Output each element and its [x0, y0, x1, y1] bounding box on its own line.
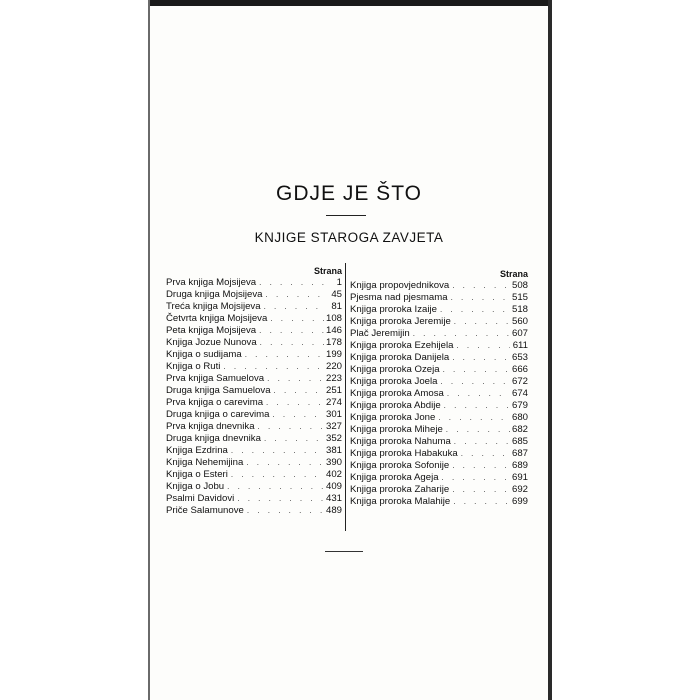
- toc-entry-page: 381: [325, 445, 342, 456]
- toc-entry-title: Treća knjiga Mojsijeva: [166, 301, 261, 312]
- dot-leader: [261, 301, 324, 313]
- toc-entry-page: 251: [325, 385, 342, 396]
- toc-entry-page: 692: [511, 484, 528, 495]
- toc-entry-title: Knjiga o sudijama: [166, 349, 242, 360]
- dot-leader: [437, 304, 510, 316]
- toc-entry-page: 679: [511, 400, 528, 411]
- toc-entry-page: 680: [511, 412, 528, 423]
- toc-entry-page: 409: [325, 481, 342, 492]
- dot-leader: [458, 448, 510, 460]
- toc-entry-page: 402: [325, 469, 342, 480]
- toc-entry: [350, 436, 528, 448]
- toc-entry: [166, 301, 342, 313]
- dot-leader: [269, 409, 324, 421]
- right-column-header: Strana: [499, 269, 528, 279]
- toc-entry-title: Knjiga proroka Joela: [350, 376, 438, 387]
- toc-entry-page: 489: [325, 505, 342, 516]
- toc-entry: [350, 460, 528, 472]
- toc-entry-title: Knjiga proroka Jone: [350, 412, 436, 423]
- dot-leader: [448, 292, 510, 304]
- toc-entry: [166, 277, 342, 289]
- toc-entry-page: 199: [325, 349, 342, 360]
- toc-left-column: [166, 265, 342, 517]
- dot-leader: [234, 493, 324, 505]
- dot-leader: [444, 388, 510, 400]
- toc-entry-page: 689: [511, 460, 528, 471]
- toc-entry: [166, 505, 342, 517]
- dot-leader: [449, 280, 510, 292]
- toc-entry-page: 515: [511, 292, 528, 303]
- dot-leader: [256, 277, 324, 289]
- left-column-header: Strana: [313, 266, 342, 276]
- book-page: [150, 6, 548, 700]
- toc-entry-title: Knjiga proroka Sofonije: [350, 460, 450, 471]
- dot-leader: [437, 376, 510, 388]
- dot-leader: [449, 460, 510, 472]
- toc-entry: [350, 364, 528, 376]
- toc-entry: [166, 361, 342, 373]
- dot-leader: [439, 472, 510, 484]
- toc-entry-title: Psalmi Davidovi: [166, 493, 235, 504]
- toc-entry: [350, 316, 528, 328]
- toc-entry: [166, 457, 342, 469]
- toc-entry-page: 108: [325, 313, 342, 324]
- toc-entry-title: Četvrta knjiga Mojsijeva: [166, 313, 268, 324]
- dot-leader: [242, 349, 324, 361]
- toc-entry-page: 674: [511, 388, 528, 399]
- toc-entry-title: Knjiga o Jobu: [166, 481, 225, 492]
- dot-leader: [244, 505, 324, 517]
- dot-leader: [263, 397, 324, 409]
- dot-leader: [224, 481, 324, 493]
- dot-leader: [257, 337, 324, 349]
- toc-entry-title: Prva knjiga o carevima: [166, 397, 264, 408]
- toc-entry: [350, 304, 528, 316]
- toc-entry-title: Knjiga Jozue Nunova: [166, 337, 257, 348]
- toc-entry: [350, 280, 528, 292]
- dot-leader: [410, 328, 510, 340]
- toc-entry-page: 682: [511, 424, 528, 435]
- toc-entry-title: Knjiga proroka Zaharije: [350, 484, 450, 495]
- page-title: GDJE JE ŠTO: [276, 182, 422, 205]
- dot-leader: [243, 457, 324, 469]
- dot-leader: [449, 352, 510, 364]
- toc-entry-title: Knjiga proroka Danijela: [350, 352, 450, 363]
- toc-entry-title: Knjiga proroka Abdije: [350, 400, 441, 411]
- toc-entry-page: 45: [331, 289, 342, 300]
- toc-entry: [166, 445, 342, 457]
- toc-entry-title: Knjiga Nehemijina: [166, 457, 244, 468]
- toc-entry-title: Knjiga proroka Habakuka: [350, 448, 458, 459]
- toc-entry-title: Knjiga proroka Amosa: [350, 388, 444, 399]
- toc-entry-title: Knjiga proroka Nahuma: [350, 436, 451, 447]
- toc-entry-page: 220: [325, 361, 342, 372]
- toc-right-column: [350, 268, 528, 508]
- toc-entry: [350, 340, 528, 352]
- dot-leader: [435, 412, 510, 424]
- dot-leader: [441, 400, 510, 412]
- column-divider: [345, 263, 346, 531]
- toc-entry: [350, 412, 528, 424]
- toc-entry-page: 607: [511, 328, 528, 339]
- toc-entry: [166, 313, 342, 325]
- toc-entry: [166, 337, 342, 349]
- dot-leader: [263, 289, 324, 301]
- toc-entry-title: Knjiga o Ruti: [166, 361, 221, 372]
- dot-leader: [264, 373, 324, 385]
- dot-leader: [228, 469, 324, 481]
- toc-entry: [350, 484, 528, 496]
- toc-entry-page: 390: [325, 457, 342, 468]
- toc-entry: [166, 493, 342, 505]
- toc-entry-page: 699: [511, 496, 528, 507]
- toc-entry-page: 518: [511, 304, 528, 315]
- dot-leader: [228, 445, 324, 457]
- toc-entry-title: Prva knjiga dnevnika: [166, 421, 255, 432]
- toc-entry-page: 508: [511, 280, 528, 291]
- title-rule: [326, 215, 366, 216]
- toc-entry: [166, 433, 342, 445]
- dot-leader: [451, 316, 510, 328]
- toc-entry-page: 685: [511, 436, 528, 447]
- dot-leader: [256, 325, 324, 337]
- toc-entry: [350, 472, 528, 484]
- toc-entry-page: 81: [331, 301, 342, 312]
- toc-entry: [166, 469, 342, 481]
- toc-entry-page: 146: [325, 325, 342, 336]
- toc-entry: [350, 400, 528, 412]
- dot-leader: [261, 433, 324, 445]
- toc-entry-title: Prva knjiga Mojsijeva: [166, 277, 257, 288]
- dot-leader: [267, 313, 324, 325]
- toc-entry: [166, 373, 342, 385]
- toc-entry: [166, 397, 342, 409]
- toc-entry-title: Knjiga proroka Ozeja: [350, 364, 440, 375]
- toc-entry-title: Knjiga propovjednikova: [350, 280, 450, 291]
- toc-entry: [350, 424, 528, 436]
- toc-entry-page: 327: [325, 421, 342, 432]
- right-entry-list: [350, 280, 528, 508]
- dot-leader: [451, 436, 510, 448]
- dot-leader: [440, 364, 510, 376]
- toc-entry-page: 431: [325, 493, 342, 504]
- dot-leader: [453, 340, 510, 352]
- toc-entry-page: 611: [512, 340, 528, 351]
- toc-entry-title: Priče Salamunove: [166, 505, 244, 516]
- toc-entry: [166, 325, 342, 337]
- dot-leader: [443, 424, 510, 436]
- left-entry-list: [166, 277, 342, 517]
- toc-entry-title: Druga knjiga dnevnika: [166, 433, 261, 444]
- toc-entry-page: 666: [511, 364, 528, 375]
- toc-entry: [166, 481, 342, 493]
- toc-entry: [350, 328, 528, 340]
- toc-entry-page: 560: [511, 316, 528, 327]
- toc-entry: [166, 349, 342, 361]
- toc-entry-page: 352: [325, 433, 342, 444]
- toc-entry-title: Knjiga proroka Ezehijela: [350, 340, 454, 351]
- dot-leader: [220, 361, 324, 373]
- toc-entry-page: 178: [325, 337, 342, 348]
- dot-leader: [449, 484, 510, 496]
- toc-entry: [166, 421, 342, 433]
- toc-entry-title: Druga knjiga o carevima: [166, 409, 270, 420]
- toc-entry-title: Druga knjiga Mojsijeva: [166, 289, 263, 300]
- toc-entry-page: 274: [325, 397, 342, 408]
- dot-leader: [450, 496, 510, 508]
- toc-entry-title: Knjiga proroka Izaije: [350, 304, 437, 315]
- toc-entry: [350, 448, 528, 460]
- toc-entry-title: Knjiga Ezdrina: [166, 445, 228, 456]
- toc-entry: [166, 385, 342, 397]
- toc-entry-title: Prva knjiga Samuelova: [166, 373, 265, 384]
- scan-edge-right: [548, 0, 552, 700]
- toc-entry: [350, 496, 528, 508]
- toc-entry-title: Knjiga proroka Miheje: [350, 424, 443, 435]
- toc-entry-page: 653: [511, 352, 528, 363]
- toc-entry-title: Knjiga proroka Jeremije: [350, 316, 451, 327]
- section-subtitle: KNJIGE STAROGA ZAVJETA: [254, 230, 444, 245]
- toc-entry-title: Knjiga proroka Malahije: [350, 496, 451, 507]
- toc-entry-page: 1: [336, 277, 342, 288]
- toc-entry-title: Druga knjiga Samuelova: [166, 385, 271, 396]
- toc-entry: [166, 409, 342, 421]
- toc-entry: [350, 376, 528, 388]
- toc-entry: [350, 388, 528, 400]
- toc-entry: [350, 292, 528, 304]
- toc-entry-page: 691: [511, 472, 528, 483]
- toc-entry-title: Knjiga proroka Ageja: [350, 472, 439, 483]
- bottom-rule: [325, 551, 363, 552]
- toc-entry-page: 223: [325, 373, 342, 384]
- toc-entry-page: 301: [325, 409, 342, 420]
- toc-entry-page: 687: [511, 448, 528, 459]
- toc-entry-title: Knjiga o Esteri: [166, 469, 228, 480]
- toc-entry-page: 672: [511, 376, 528, 387]
- dot-leader: [271, 385, 324, 397]
- toc-entry-title: Plač Jeremijin: [350, 328, 410, 339]
- toc-entry: [350, 352, 528, 364]
- dot-leader: [255, 421, 324, 433]
- toc-entry-title: Peta knjiga Mojsijeva: [166, 325, 257, 336]
- toc-entry-title: Pjesma nad pjesmama: [350, 292, 448, 303]
- toc-entry: [166, 289, 342, 301]
